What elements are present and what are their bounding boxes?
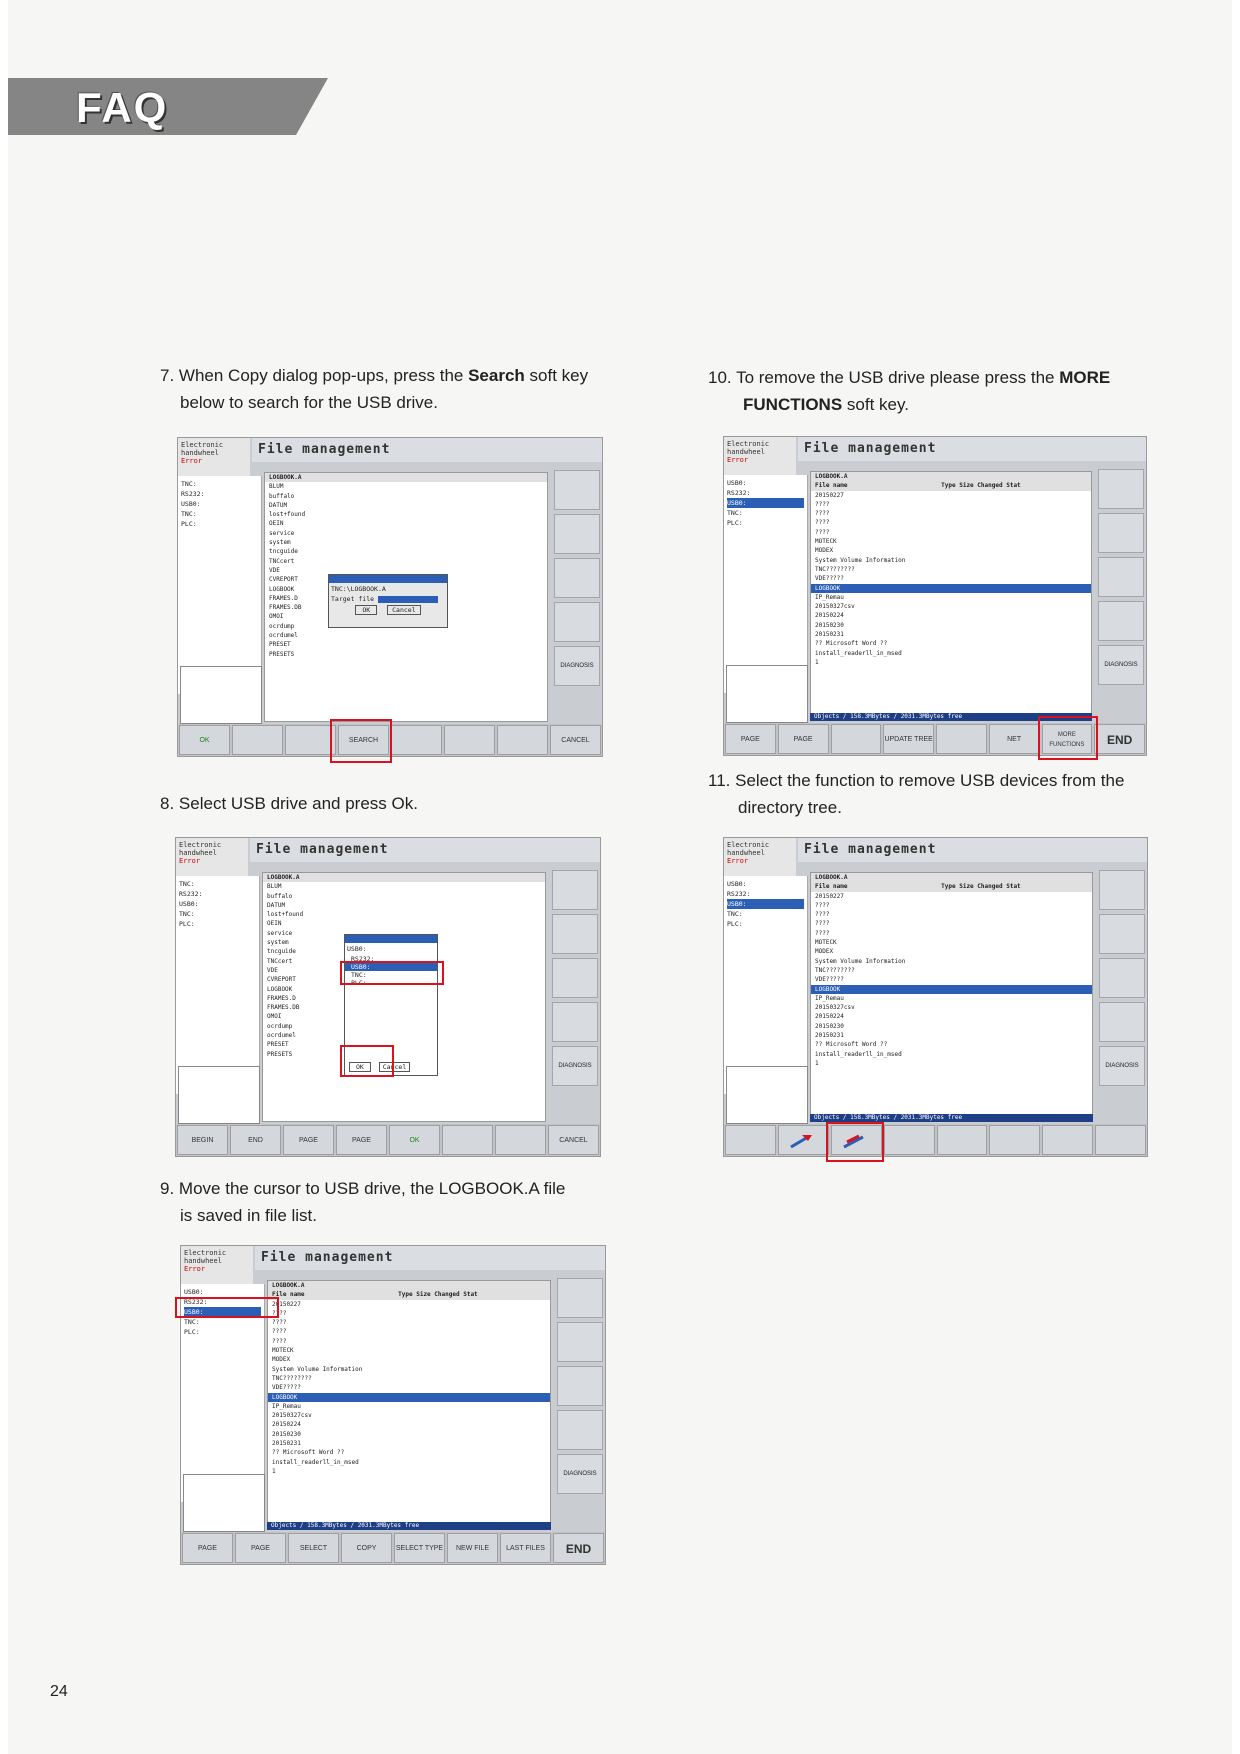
side-key[interactable] (1098, 469, 1144, 509)
target-file-input[interactable] (378, 596, 438, 603)
status-bar: Objects / 158.3MBytes / 2031.3MBytes free (267, 1522, 551, 1530)
side-key[interactable] (1099, 870, 1145, 910)
directory-tree[interactable]: USB0: RS232: USB0: TNC: PLC: (724, 475, 808, 693)
file-list[interactable]: LOGBOOK.A File name Type Size Changed Stat 20150227 ???? ???? ???? ???? MOTECK MODEX System Volume Information TNC???????? VDE????? LOGBOOK IP_Remau 20150327csv 20150224 20150230 20150231 ?? Microsoft Word ?? install_readerll_in_msed 1 (267, 1280, 551, 1530)
screenshot-step-9: Electronic handwheel Error File management USB0: RS232: USB0: TNC: PLC: LOGBOOK.A File name Type Size Changed Stat 20150227 ???? ???? ???? ???? MOTECK MODEX System Volume Information TNC???????? VDE????? LOGBOOK IP_Remau 20150327csv 20150224 20150230 20150231 ?? Microsoft Word ?? install_readerll_in_msed 1 Objects / 158.3MBytes / 2031.3MBytes free DIAGNOSIS PAGE PAGE SELECT COPY SELECT TYPE NEW FILE LAST FILES END (180, 1245, 606, 1565)
dialog-cancel-button[interactable]: Cancel (379, 1062, 410, 1072)
net-softkey[interactable]: NET (989, 724, 1040, 754)
step-number: 11. (708, 771, 731, 790)
usb-drive-option[interactable]: USB0: (345, 963, 437, 971)
status-bar: Objects / 158.3MBytes / 2031.3MBytes free (810, 1114, 1093, 1122)
step-number: 9. (160, 1179, 175, 1198)
screen-title: File management (255, 1246, 605, 1270)
blank-softkey[interactable] (725, 1125, 776, 1155)
directory-tree[interactable]: USB0: RS232: USB0: TNC: PLC: (724, 876, 808, 1094)
directory-tree[interactable]: TNC: RS232: USB0: TNC: PLC: (178, 476, 262, 694)
cancel-softkey[interactable]: CANCEL (548, 1125, 599, 1155)
step-9: 9. Move the cursor to USB drive, the LOGBOOK.A file is saved in file list. (160, 1179, 566, 1225)
file-list[interactable]: LOGBOOK.A BLUM buffalo DATUM lost+found OEIN service system tncguide TNCcert VDE CVREPORT LOGBOOK FRAMES.D FRAMES.DB OMOI ocrdump ocrdumel PRESET PRESETS (262, 872, 546, 1122)
preview-window (183, 1474, 265, 1532)
page-up-softkey[interactable]: PAGE (283, 1125, 334, 1155)
side-key[interactable] (1098, 601, 1144, 641)
step-10: 10. To remove the USB drive please press the MORE FUNCTIONS soft key. (708, 368, 1111, 414)
select-drive-dialog: USB0: RS232: USB0: TNC: PLC: OK Cancel (344, 934, 438, 1076)
screenshot-step-7 (177, 437, 603, 757)
usb-drive-tree-item[interactable]: USB0: (184, 1307, 261, 1317)
side-key[interactable] (552, 870, 598, 910)
page-down-softkey[interactable]: PAGE (235, 1533, 286, 1563)
page-down-softkey[interactable]: PAGE (778, 724, 829, 754)
side-key[interactable] (1099, 1002, 1145, 1042)
begin-softkey[interactable]: BEGIN (177, 1125, 228, 1155)
screenshot-step-11: Electronic handwheel Error File management USB0: RS232: USB0: TNC: PLC: LOGBOOK.A File name Type Size Changed Stat 20150227 ???? ???? ???? ???? MOTECK MODEX System Volume Information TNC???????? VDE????? LOGBOOK IP_Remau 20150327csv 20150224 20150230 20150231 ?? Microsoft Word ?? install_readerll_in_msed 1 Objects / 158.3MBytes / 2031.3MBytes free DIAGNOSIS (723, 837, 1148, 1157)
end-softkey[interactable]: END (230, 1125, 281, 1155)
side-key[interactable] (552, 914, 598, 954)
status-bar: Objects / 158.3MBytes / 2031.3MBytes free (810, 713, 1092, 721)
usb-connect-icon (788, 1132, 818, 1150)
step-number: 10. (708, 368, 732, 387)
end-softkey[interactable]: END (1094, 724, 1145, 754)
page-down-softkey[interactable]: PAGE (336, 1125, 387, 1155)
highlight-remove-usb-softkey (826, 1122, 884, 1162)
side-key[interactable] (1098, 513, 1144, 553)
last-files-softkey[interactable]: LAST FILES (500, 1533, 551, 1563)
step-number: 8. (160, 794, 175, 813)
preview-window (726, 1066, 808, 1124)
side-key[interactable] (554, 514, 600, 554)
softkey-bar (176, 1124, 600, 1156)
add-usb-softkey[interactable] (778, 1125, 829, 1155)
faq-title: FAQ (76, 84, 169, 131)
step-11: 11. Select the function to remove USB devices from the directory tree. (708, 771, 1125, 817)
side-key[interactable] (557, 1322, 603, 1362)
side-key[interactable] (557, 1366, 603, 1406)
highlight-more-functions-softkey (1038, 716, 1098, 760)
search-softkey[interactable]: SEARCH (338, 725, 389, 755)
logbook-file-row[interactable]: LOGBOOK (268, 1393, 550, 1402)
screen-title: File management (798, 838, 1147, 862)
side-key[interactable] (554, 602, 600, 642)
side-key[interactable] (554, 470, 600, 510)
ok-softkey[interactable]: OK (179, 725, 230, 755)
highlight-search-softkey (330, 719, 392, 763)
page-number: 24 (50, 1683, 68, 1700)
dialog-cancel-button[interactable]: Cancel (387, 605, 420, 615)
side-key[interactable] (557, 1278, 603, 1318)
preview-window (180, 666, 262, 724)
cancel-softkey[interactable]: CANCEL (550, 725, 601, 755)
page-up-softkey[interactable]: PAGE (182, 1533, 233, 1563)
select-softkey[interactable]: SELECT (288, 1533, 339, 1563)
file-list[interactable]: LOGBOOK.A File name Type Size Changed Stat 20150227 ???? ???? ???? ???? MOTECK MODEX System Volume Information TNC???????? VDE????? LOGBOOK IP_Remau 20150327csv 20150224 20150230 20150231 ?? Microsoft Word ?? install_readerll_in_msed 1 (810, 872, 1093, 1122)
side-key[interactable] (1099, 958, 1145, 998)
end-softkey[interactable]: END (553, 1533, 604, 1563)
copy-softkey[interactable]: COPY (341, 1533, 392, 1563)
side-key[interactable] (552, 958, 598, 998)
diagnosis-button[interactable]: DIAGNOSIS (552, 1046, 598, 1086)
side-key[interactable] (554, 558, 600, 598)
directory-tree[interactable]: TNC: RS232: USB0: TNC: PLC: (176, 876, 260, 1094)
new-file-softkey[interactable]: NEW FILE (447, 1533, 498, 1563)
page-up-softkey[interactable]: PAGE (725, 724, 776, 754)
more-functions-softkey[interactable]: MORE FUNCTIONS (1042, 724, 1093, 754)
side-key[interactable] (557, 1410, 603, 1450)
update-tree-softkey[interactable]: UPDATE TREE (883, 724, 934, 754)
copy-dialog: TNC:\LOGBOOK.A Target file OK Cancel (328, 574, 448, 628)
highlight-usb-drive (175, 1297, 279, 1318)
step-number: 7. (160, 366, 175, 385)
side-key[interactable] (1099, 914, 1145, 954)
screenshot-step-10: Electronic handwheel Error File management USB0: RS232: USB0: TNC: PLC: LOGBOOK.A File name Type Size Changed Stat 20150227 ???? ???? ???? ???? MOTECK MODEX System Volume Information TNC???????? VDE????? LOGBOOK IP_Remau 20150327csv 20150224 20150230 20150231 ?? Microsoft Word ?? install_readerll_in_msed 1 Objects / 158.3MBytes / 2031.3MBytes free DIAGNOSIS PAGE PAGE UPDATE TREE NET MORE FUNCTIONS END (723, 436, 1147, 756)
header-status: Electronic handwheel Error (178, 438, 250, 476)
diagnosis-button[interactable]: DIAGNOSIS (1099, 1046, 1145, 1086)
diagnosis-button[interactable]: DIAGNOSIS (557, 1454, 603, 1494)
softkey-bar (724, 1124, 1147, 1156)
step-8: 8. Select USB drive and press Ok. (160, 794, 418, 813)
ok-softkey[interactable]: OK (389, 1125, 440, 1155)
preview-window (726, 665, 808, 723)
back-softkey[interactable] (1095, 1125, 1146, 1155)
dialog-ok-button[interactable]: OK (355, 605, 377, 615)
softkey-bar (181, 1532, 605, 1564)
diagnosis-button[interactable]: DIAGNOSIS (554, 646, 600, 686)
diagnosis-button[interactable]: DIAGNOSIS (1098, 645, 1144, 685)
directory-tree[interactable]: USB0: RS232: USB0: TNC: PLC: (181, 1284, 265, 1502)
highlight-ok-button (340, 1045, 394, 1077)
screenshot-step-8: Electronic handwheel Error File management TNC: RS232: USB0: TNC: PLC: LOGBOOK.A BLUM buffalo DATUM lost+found OEIN service system tncguide TNCcert VDE CVREPORT LOGBOOK FRAMES.D FRAMES.DB OMOI ocrdump ocrdumel PRESET PRESETS USB0: RS232: USB0: TNC: PLC: OK Cancel DIAGNOSIS BEGIN END PAGE PAGE OK CANCEL (175, 837, 601, 1157)
side-key[interactable] (552, 1002, 598, 1042)
select-type-softkey[interactable]: SELECT TYPE (394, 1533, 445, 1563)
screen-title: File management (252, 438, 602, 462)
dialog-ok-button[interactable]: OK (349, 1062, 371, 1072)
side-key[interactable] (1098, 557, 1144, 597)
highlight-usb-drive (340, 961, 444, 985)
screen-title: File management (798, 437, 1146, 461)
side-softkeys (552, 466, 602, 722)
preview-window (178, 1066, 260, 1124)
file-list[interactable]: LOGBOOK.A BLUM buffalo DATUM lost+found OEIN service system tncguide TNCcert VDE CVREPORT LOGBOOK FRAMES.D FRAMES.DB OMOI ocrdump ocrdumel PRESET PRESETS (264, 472, 548, 722)
step-7: 7. When Copy dialog pop-ups, press the Search soft key below to search for the USB drive. (160, 366, 589, 412)
file-list[interactable]: LOGBOOK.A File name Type Size Changed Stat 20150227 ???? ???? ???? ???? MOTECK MODEX System Volume Information TNC???????? VDE????? LOGBOOK IP_Remau 20150327csv 20150224 20150230 20150231 ?? Microsoft Word ?? install_readerll_in_msed 1 (810, 471, 1092, 721)
screen-title: File management (250, 838, 600, 862)
